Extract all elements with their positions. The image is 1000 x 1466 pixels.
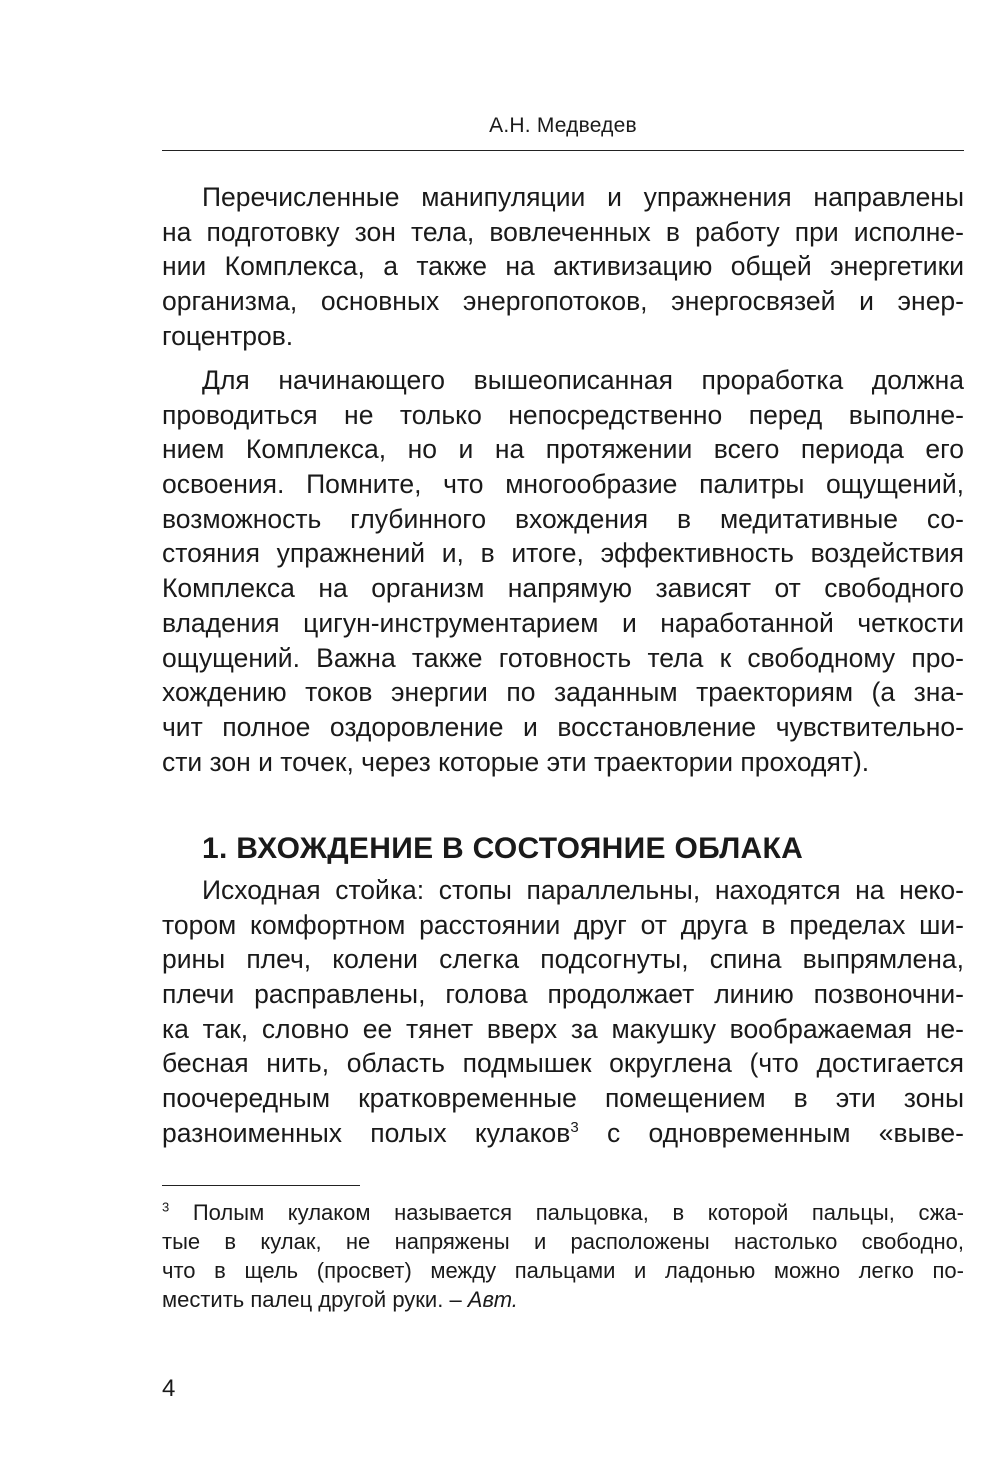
footnote-reference: 3 (570, 1118, 579, 1136)
header-rule (162, 150, 964, 151)
paragraph-line: рины плеч, колени слегка подсогнуты, спина выпрямлена, (162, 944, 964, 975)
paragraph-line: поочередным кратковременные помещением в эти зоны (162, 1083, 964, 1114)
footnote-line (162, 1285, 964, 1314)
page-number: 4 (162, 1375, 176, 1402)
paragraph-line: хождению токов энергии по заданным траекториям (а зна- (162, 677, 964, 708)
footnote-line: тые в кулак, не напряжены и расположены настолько свободно, (162, 1229, 964, 1254)
paragraph-line: чит полное оздоровление и восстановление чувствительно- (162, 711, 964, 742)
paragraph-line: освоения. Помните, что многообразие палитры ощущений, (162, 469, 964, 500)
paragraph-3 (162, 873, 964, 1151)
paragraph-line: Для начинающего вышеописанная проработка должна (202, 365, 964, 395)
footnote (162, 1198, 964, 1314)
footnote-line: что в щель (просвет) между пальцами и ладонью можно легко по- (162, 1258, 964, 1283)
paragraph-2 (162, 363, 964, 779)
paragraph-line: владения цигун-инструментарием и наработанной четкости (162, 607, 964, 638)
section-heading: 1. ВХОЖДЕНИЕ В СОСТОЯНИЕ ОБЛАКА (202, 832, 804, 865)
footnote-marker: 3 (162, 1199, 170, 1215)
paragraph-line: Исходная стойка: стопы параллельны, находятся на неко- (202, 875, 964, 905)
paragraph-line: Перечисленные манипуляции и упражнения направлены (202, 182, 964, 212)
footnote-line-text: Полым кулаком называется пальцовка, в которой пальцы, сжа- (169, 1200, 964, 1225)
running-head-author: А.Н. Медведев (489, 114, 637, 137)
footnote-separator (162, 1185, 360, 1186)
line-text-after-ref: с одновременным «выве- (578, 1117, 964, 1148)
paragraph-line: организма, основных энергопотоков, энергосвязей и энер- (162, 286, 964, 317)
paragraph-line: ощущений. Важна также готовность тела к свободному про- (162, 642, 964, 673)
paragraph-line: проводиться не только непосредственно перед выполне- (162, 399, 964, 430)
paragraph-line: сти зон и точек, через которые эти траектории проходят). (162, 746, 870, 777)
line-text-before-ref: разноименных полых кулаков (162, 1117, 571, 1148)
paragraph-line: тором комфортном расстоянии друг от друга в пределах ши- (162, 909, 964, 940)
paragraph-line: ка так, словно ее тянет вверх за макушку воображаемая не- (162, 1013, 964, 1044)
paragraph-line: стояния упражнений и, в итоге, эффективность воздействия (162, 538, 964, 569)
paragraph-1 (162, 180, 964, 353)
paragraph-line-with-footnote (162, 1116, 964, 1151)
paragraph-line: на подготовку зон тела, вовлеченных в работу при исполне- (162, 216, 964, 247)
paragraph-line: гоцентров. (162, 320, 294, 351)
paragraph-line: Комплекса на организм напрямую зависят от свободного (162, 573, 964, 604)
footnote-line-text: местить палец другой руки. – (162, 1287, 468, 1312)
footnote-author-mark: Авт. (467, 1287, 518, 1312)
paragraph-line: плечи расправлены, голова продолжает линию позвоночни- (162, 979, 964, 1010)
paragraph-line: нии Комплекса, а также на активизацию общей энергетики (162, 251, 964, 282)
paragraph-line: возможность глубинного вхождения в медитативные со- (162, 503, 964, 534)
paragraph-line: бесная нить, область подмышек округлена (что достигается (162, 1048, 964, 1079)
footnote-line (162, 1198, 964, 1227)
paragraph-line: нием Комплекса, но и на протяжении всего периода его (162, 434, 964, 465)
